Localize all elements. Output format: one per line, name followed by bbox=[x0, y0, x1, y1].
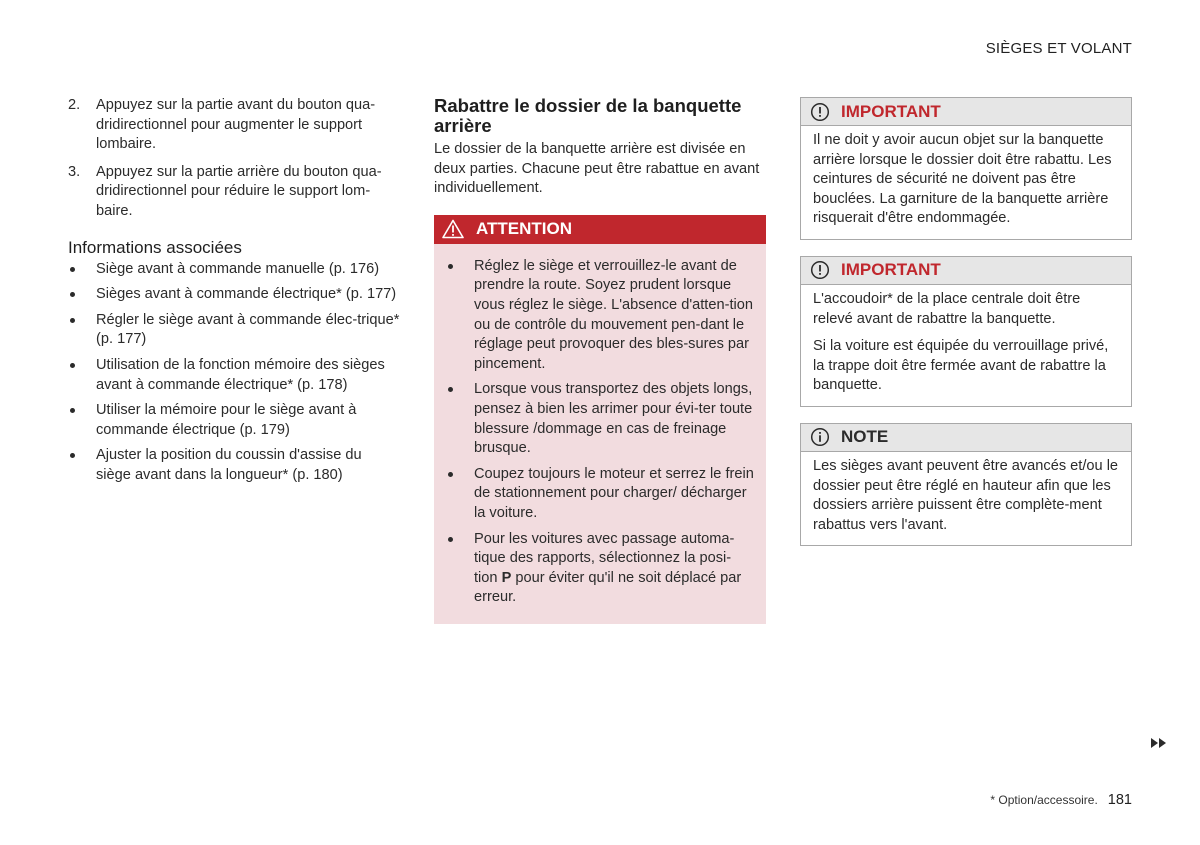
related-link-text: Utiliser la mémoire pour le siège avant à commande électrique (p. 179) bbox=[96, 402, 357, 438]
gear-position-p: P bbox=[501, 569, 512, 586]
related-link-text: Ajuster la position du coussin d'assise du siège avant dans la longueur* (p. 180) bbox=[96, 447, 362, 483]
bullet-icon bbox=[68, 446, 96, 485]
important-text: L'accoudoir* de la place centrale doit être relevé avant de rabattre la banquette. bbox=[813, 290, 1081, 327]
chapter-header: SIÈGES ET VOLANT bbox=[985, 40, 1132, 57]
attention-list bbox=[434, 244, 766, 608]
related-link[interactable] bbox=[68, 311, 400, 350]
related-link[interactable] bbox=[68, 356, 400, 395]
important-header bbox=[801, 98, 1131, 126]
exclamation-circle-icon bbox=[810, 102, 830, 122]
important-text: Si la voiture est équipée du verrouillage privé, la trappe doit être fermée avant de rabattre la banquette. bbox=[813, 338, 1109, 394]
related-link[interactable] bbox=[68, 401, 400, 440]
related-link-text: Siège avant à commande manuelle (p. 176) bbox=[96, 260, 380, 277]
footnote: * Option/accessoire. bbox=[990, 793, 1098, 807]
attention-item-text-post: pour éviter qu'il ne soit déplacé par erreur. bbox=[474, 569, 742, 606]
related-info-heading: Informations associées bbox=[68, 237, 242, 257]
bullet-icon bbox=[68, 260, 96, 280]
important-body bbox=[801, 285, 1131, 406]
important-label: IMPORTANT bbox=[841, 260, 941, 280]
attention-item bbox=[446, 380, 754, 458]
bullet-icon bbox=[68, 285, 96, 305]
right-column bbox=[800, 97, 1132, 562]
attention-item-text: Réglez le siège et verrouillez-le avant de prendre la route. Soyez prudent lorsque vous réglez le siège. L'absence d'atten-tion ou de contrôle du mouvement pen-dant le réglage peut provoquer des bles-sures par pincement. bbox=[474, 257, 753, 372]
important-box bbox=[800, 97, 1132, 240]
attention-item-text: Coupez toujours le moteur et serrez le frein de stationnement pour charger/ décharger la voiture. bbox=[474, 465, 754, 521]
section-title: Rabattre le dossier de la banquette arrière bbox=[434, 95, 742, 136]
important-text: Il ne doit y avoir aucun objet sur la banquette arrière lorsque le dossier doit être rabattu. Les ceintures de sécurité ne doivent pas être bouclées. La garniture de la banquette arrière risquerait d'être endommagée. bbox=[813, 132, 1112, 227]
related-link-text: Sièges avant à commande électrique* (p. 177) bbox=[96, 286, 397, 303]
bullet-icon bbox=[446, 257, 474, 375]
step-text: Appuyez sur la partie avant du bouton qua-dridirectionnel pour augmenter le support lombaire. bbox=[96, 97, 376, 153]
note-box bbox=[800, 423, 1132, 546]
left-column bbox=[68, 96, 400, 492]
step-item bbox=[68, 163, 400, 222]
attention-item-text-pre: Pour les voitures avec passage automa-tique des rapports, sélectionnez la posi-tion bbox=[474, 530, 735, 586]
step-text: Appuyez sur la partie arrière du bouton qua-dridirectionnel pour réduire le support lom-baire. bbox=[96, 163, 382, 219]
note-text: Les sièges avant peuvent être avancés et/ou le dossier peut être réglé en hauteur afin que les dossiers arrière puissent être complète-ment rabattus vers l'avant. bbox=[813, 457, 1119, 533]
note-body bbox=[801, 452, 1131, 545]
attention-box bbox=[434, 215, 766, 624]
step-number: 2. bbox=[68, 97, 81, 113]
bullet-icon bbox=[68, 356, 96, 395]
attention-item bbox=[446, 530, 754, 608]
bullet-icon bbox=[446, 380, 474, 458]
page-footer bbox=[990, 792, 1132, 808]
section-intro: Le dossier de la banquette arrière est divisée en deux parties. Chacune peut être rabattue en avant individuellement. bbox=[434, 141, 760, 197]
related-link[interactable] bbox=[68, 446, 400, 485]
info-circle-icon bbox=[810, 427, 830, 447]
important-body bbox=[801, 126, 1131, 239]
middle-column bbox=[434, 96, 766, 624]
warning-triangle-icon bbox=[442, 219, 464, 239]
attention-item bbox=[446, 257, 754, 375]
attention-item-text bbox=[474, 530, 754, 608]
double-chevron-right-icon[interactable] bbox=[1150, 737, 1168, 749]
page-number: 181 bbox=[1107, 792, 1132, 808]
related-link[interactable] bbox=[68, 260, 400, 280]
bullet-icon bbox=[446, 465, 474, 524]
attention-item bbox=[446, 465, 754, 524]
related-info-list bbox=[68, 260, 400, 486]
related-link-text: Utilisation de la fonction mémoire des sièges avant à commande électrique* (p. 178) bbox=[96, 356, 385, 393]
attention-label: ATTENTION bbox=[476, 219, 573, 239]
exclamation-circle-icon bbox=[810, 260, 830, 280]
important-header bbox=[801, 257, 1131, 285]
attention-header bbox=[434, 215, 766, 244]
bullet-icon bbox=[446, 530, 474, 608]
note-label: NOTE bbox=[841, 427, 889, 447]
related-link[interactable] bbox=[68, 285, 400, 305]
important-box bbox=[800, 256, 1132, 407]
step-number: 3. bbox=[68, 163, 81, 180]
attention-item-text: Lorsque vous transportez des objets longs, pensez à bien les arrimer pour évi-ter toute blessure /dommage en cas de freinage brusque. bbox=[474, 381, 753, 457]
important-label: IMPORTANT bbox=[841, 101, 941, 121]
bullet-icon bbox=[68, 401, 96, 440]
related-link-text: Régler le siège avant à commande élec-trique* (p. 177) bbox=[96, 311, 400, 348]
bullet-icon bbox=[68, 311, 96, 350]
note-header bbox=[801, 424, 1131, 452]
step-item bbox=[68, 96, 400, 155]
